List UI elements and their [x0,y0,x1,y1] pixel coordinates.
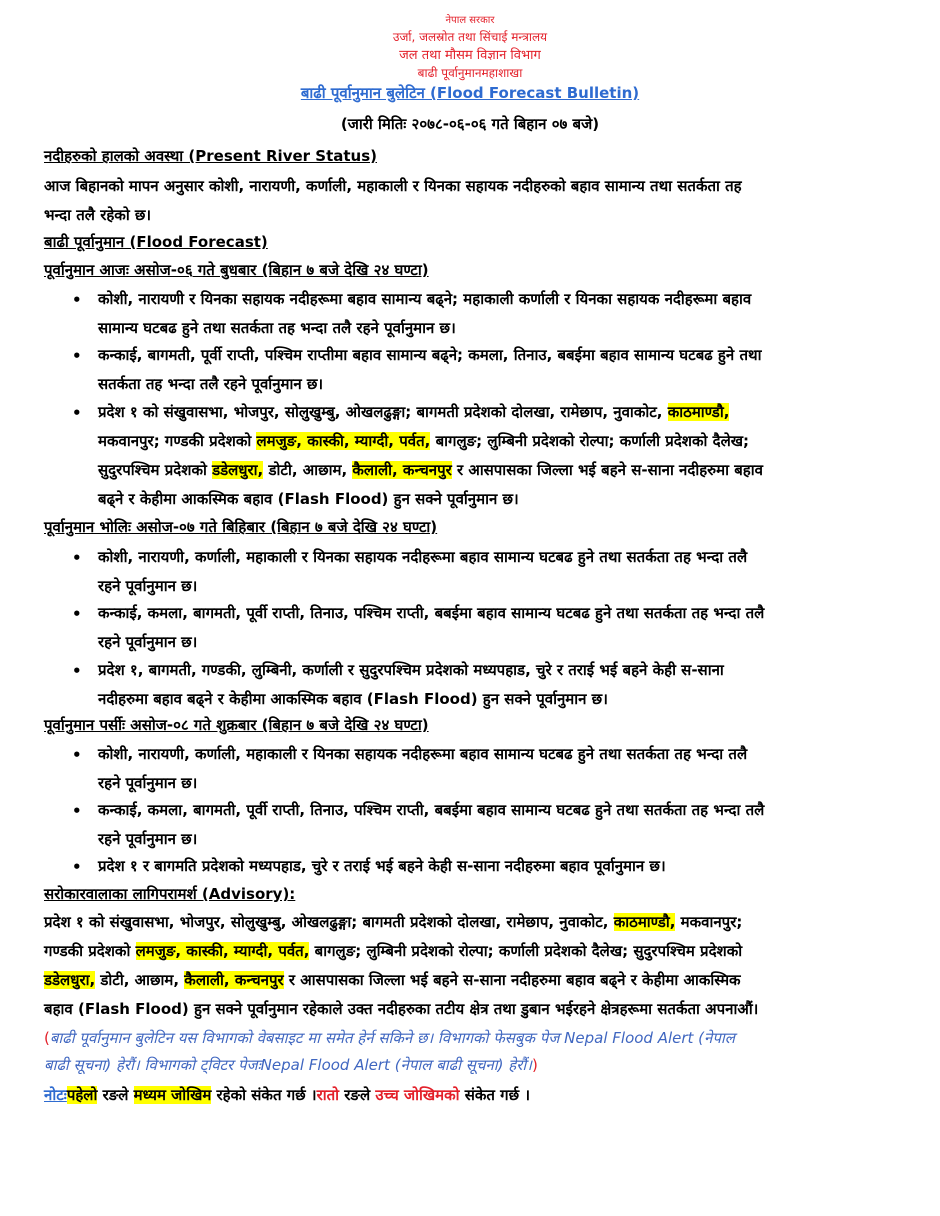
highlight-district: डडेलधुरा, [44,971,96,989]
bullet-icon: • [72,746,82,764]
advisory-line: गण्डकी प्रदेशको लमजुङ, कास्की, म्याग्दी, पर्वत, बागलुङ; लुम्बिनी प्रदेशको रोल्पा; कर्णाली प्रदेशको दैलेख; सुदुरपश्चिम प्रदेशको [44,942,743,960]
forecast-dayafter-heading: पूर्वानुमान पर्सीः असोज-०८ गते शुक्रबार (बिहान ७ बजे देखि २४ घण्टा) [44,716,429,734]
forecast-today-item: सामान्य घटबढ हुने तथा सतर्कता तह भन्दा तलै रहने पूर्वानुमान छ। [98,319,456,337]
advisory-line: बहाव (Flash Flood) हुन सक्ने पूर्वानुमान रहेकाले उक्त नदीहरुका तटीय क्षेत्र तथा डुबान भईरहने क्षेत्रहरूमा सतर्कता अपनाऔं। [44,1000,759,1018]
forecast-tomorrow-item: रहने पूर्वानुमान छ। [98,633,198,651]
bullet-icon: • [72,858,82,876]
bullet-icon: • [72,347,82,365]
medium-risk-label: मध्यम जोखिम [133,1086,212,1104]
govt-name: नेपाल सरकार [445,15,495,26]
forecast-today-item: सुदुरपश्चिम प्रदेशको डडेलधुरा, डोटी, आछाम, कैलाली, कन्चनपुर र आसपासका जिल्ला भई बहने स-साना नदीहरुमा बहाव [98,461,763,479]
forecast-today-item: कोशी, नारायणी र यिनका सहायक नदीहरूमा बहाव सामान्य बढ्ने; महाकाली कर्णाली र यिनका सहायक नदीहरूमा बहाव [98,290,752,308]
forecast-today-item: सतर्कता तह भन्दा तलै रहने पूर्वानुमान छ। [98,375,324,393]
forecast-dayafter-item: रहने पूर्वानुमान छ। [98,830,198,848]
highlight-district: कैलाली, कन्चनपुर [184,971,284,989]
bullet-icon: • [72,605,82,623]
forecast-dayafter-item: कन्काई, कमला, बागमती, पूर्वी राप्ती, तिनाउ, पश्चिम राप्ती, बबईमा बहाव सामान्य घटबढ हुने तथा सतर्कता तह भन्दा तलै [98,801,765,819]
present-status-line: आज बिहानको मापन अनुसार कोशी, नारायणी, कर्णाली, महाकाली र यिनका सहायक नदीहरुको बहाव सामान्य तथा सतर्कता तह [44,177,742,195]
forecast-today-item: मकवानपुर; गण्डकी प्रदेशको लमजुङ, कास्की, म्याग्दी, पर्वत, बागलुङ; लुम्बिनी प्रदेशको रोल्पा; कर्णाली प्रदेशको दैलेख; [98,432,750,450]
department-name: जल तथा मौसम विज्ञान विभाग [399,48,541,63]
forecast-tomorrow-item: कन्काई, कमला, बागमती, पूर्वी राप्ती, तिनाउ, पश्चिम राप्ती, बबईमा बहाव सामान्य घटबढ हुने तथा सतर्कता तह भन्दा तलै [98,604,765,622]
bullet-icon: • [72,404,82,422]
note-label: नोटः [44,1086,67,1104]
highlight-district: लमजुङ, कास्की, म्याग्दी, पर्वत, [135,942,310,960]
flood-forecast-heading: बाढी पूर्वानुमान (Flood Forecast) [44,233,268,251]
advisory-line: प्रदेश १ को संखुवासभा, भोजपुर, सोलुखुम्बु, ओखलढुङ्गा; बागमती प्रदेशको दोलखा, रामेछाप, नुवाकोट, काठमाण्डौ, मकवानपुर; [44,913,743,931]
yellow-label: पहेलो [66,1086,98,1104]
red-label: रातो [316,1086,340,1104]
info-line: (बाढी पूर्वानुमान बुलेटिन यस विभागको वेबसाइट मा समेत हेर्न सकिने छ। विभागको फेसबुक पेज Nepal Flood Alert (नेपाल [44,1029,735,1047]
bullet-icon: • [72,802,82,820]
advisory-line: डडेलधुरा, डोटी, आछाम, कैलाली, कन्चनपुर र आसपासका जिल्ला भई बहने स-साना नदीहरुमा बहाव बढ्ने र केहीमा आकस्मिक [44,971,741,989]
highlight-district: काठमाण्डौ, [613,913,676,931]
forecast-today-item: प्रदेश १ को संखुवासभा, भोजपुर, सोलुखुम्बु, ओखलढुङ्गा; बागमती प्रदेशको दोलखा, रामेछाप, नुवाकोट, काठमाण्डौ, [98,403,730,421]
division-name: बाढी पूर्वानुमानमहाशाखा [417,66,523,80]
forecast-tomorrow-item: कोशी, नारायणी, कर्णाली, महाकाली र यिनका सहायक नदीहरूमा बहाव सामान्य घटबढ हुने तथा सतर्कता तह भन्दा तलै [98,548,748,566]
issue-date: (जारी मितिः २०७८-०६-०६ गते बिहान ०७ बजे) [340,115,600,133]
high-risk-label: उच्च जोखिमको [375,1086,460,1104]
bullet-icon: • [72,662,82,680]
highlight-district: डडेलधुरा, [212,461,264,479]
forecast-tomorrow-item: प्रदेश १, बागमती, गण्डकी, लुम्बिनी, कर्णाली र सुदुरपश्चिम प्रदेशको मध्यपहाड, चुरे र तराई भई बहने केही स-साना [98,661,724,679]
highlight-district: लमजुङ, कास्की, म्याग्दी, पर्वत, [256,432,431,450]
present-status-line: भन्दा तलै रहेको छ। [44,206,152,224]
forecast-tomorrow-heading: पूर्वानुमान भोलिः असोज-०७ गते बिहिबार (बिहान ७ बजे देखि २४ घण्टा) [44,518,438,536]
bulletin-title: बाढी पूर्वानुमान बुलेटिन (Flood Forecast Bulletin) [300,84,640,102]
forecast-today-heading: पूर्वानुमान आजः असोज-०६ गते बुधबार (बिहान ७ बजे देखि २४ घण्टा) [44,261,429,279]
highlight-district: काठमाण्डौ, [667,403,730,421]
advisory-heading: सरोकारवालाका लागिपरामर्श (Advisory): [44,885,296,903]
ministry-name: उर्जा, जलस्रोत तथा सिंचाई मन्त्रालय [392,30,548,44]
info-line: बाढी सूचना) हेरौं। विभागको ट्विटर पेजःNepal Flood Alert (नेपाल बाढी सूचना) हेरौं।) [44,1056,538,1074]
bullet-icon: • [72,291,82,309]
highlight-district: कैलाली, कन्चनपुर [352,461,452,479]
forecast-tomorrow-item: रहने पूर्वानुमान छ। [98,577,198,595]
present-status-heading: नदीहरुको हालको अवस्था (Present River Status) [44,147,377,165]
forecast-today-item: बढ्ने र केहीमा आकस्मिक बहाव (Flash Flood) हुन सक्ने पूर्वानुमान छ। [98,490,519,508]
forecast-dayafter-item: रहने पूर्वानुमान छ। [98,774,198,792]
forecast-dayafter-item: कोशी, नारायणी, कर्णाली, महाकाली र यिनका सहायक नदीहरूमा बहाव सामान्य घटबढ हुने तथा सतर्कता तह भन्दा तलै [98,745,748,763]
note-line: नोटःपहेलो रङले मध्यम जोखिम रहेको संकेत गर्छ ।रातो रङले उच्च जोखिमको संकेत गर्छ । [44,1086,531,1104]
forecast-tomorrow-item: नदीहरुमा बहाव बढ्ने र केहीमा आकस्मिक बहाव (Flash Flood) हुन सक्ने पूर्वानुमान छ। [98,690,608,708]
forecast-dayafter-item: प्रदेश १ र बागमति प्रदेशको मध्यपहाड, चुरे र तराई भई बहने केही स-साना नदीहरुमा बहाव पूर्वानुमान छ। [98,857,666,875]
forecast-today-item: कन्काई, बागमती, पूर्वी राप्ती, पश्चिम राप्तीमा बहाव सामान्य बढ्ने; कमला, तिनाउ, बबईमा बहाव सामान्य घटबढ हुने तथा [98,346,762,364]
bullet-icon: • [72,549,82,567]
